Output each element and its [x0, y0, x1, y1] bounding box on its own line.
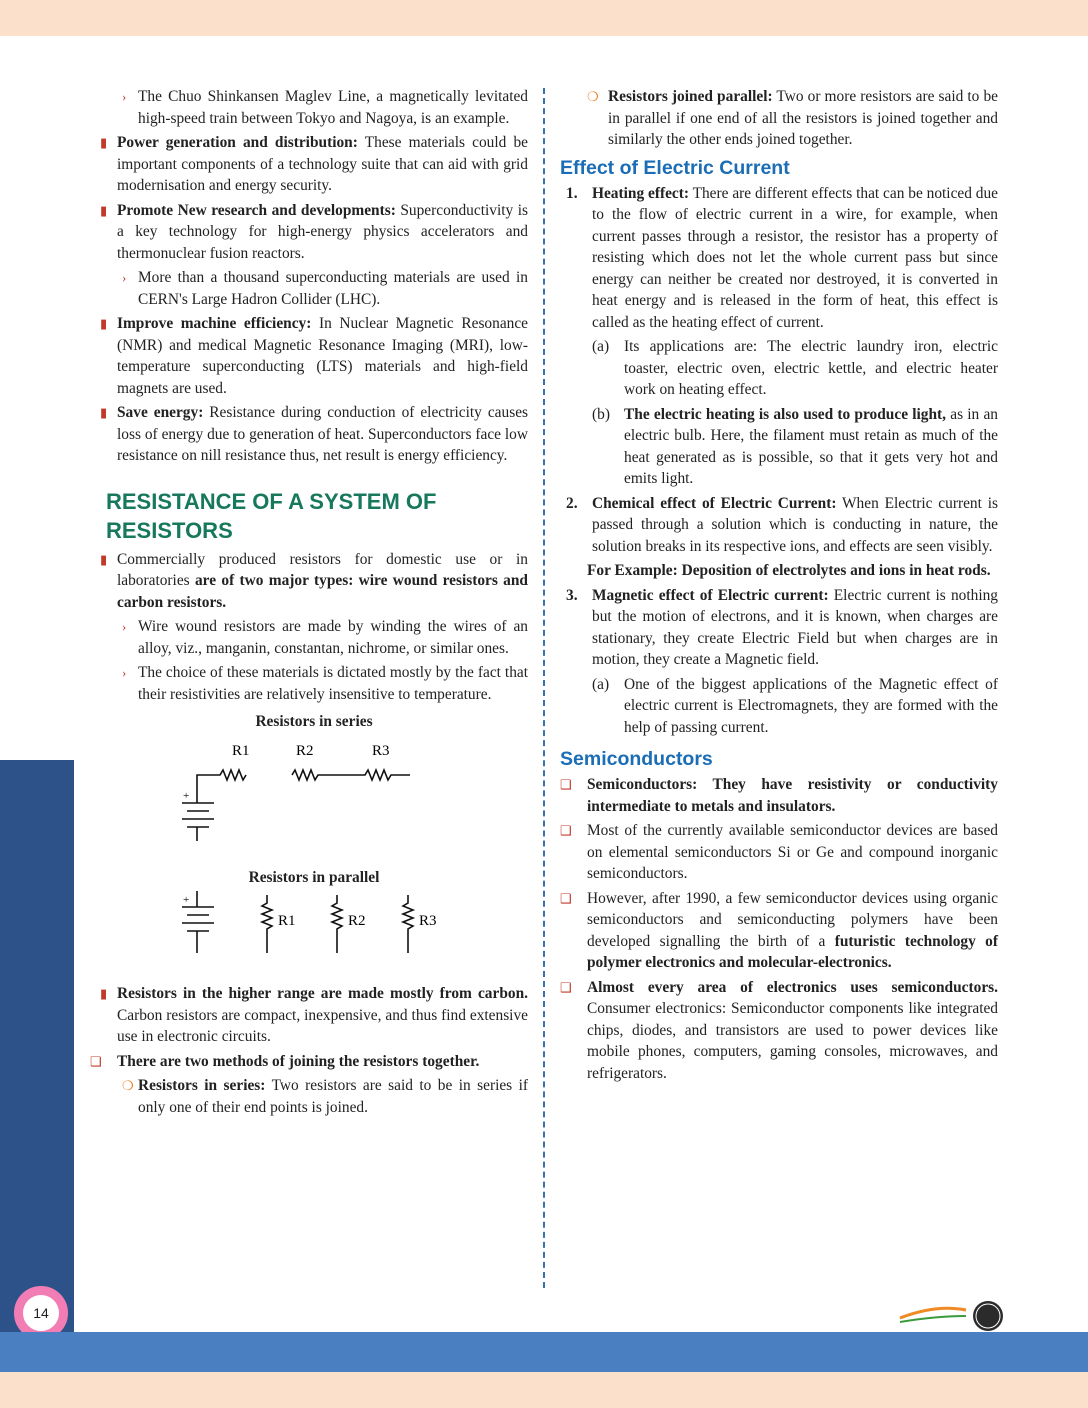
plus-sign: +: [183, 893, 190, 906]
chevron-bullet-icon: ›: [122, 665, 127, 680]
r1-label: R1: [278, 912, 296, 929]
resistor-r3: [403, 895, 413, 953]
resistor-r1: [197, 770, 246, 795]
plus-sign: +: [183, 789, 190, 802]
top-band: [0, 0, 1088, 36]
text: Two resistors are said to be in series if only one of their end points is joined.: [138, 1077, 529, 1116]
text: Power generation and distribution:: [117, 134, 358, 151]
list-item: [560, 86, 998, 151]
r2-label: R2: [296, 742, 314, 759]
resistor-r2: [332, 895, 342, 953]
square-bullet-icon: ❑: [560, 777, 572, 792]
text: There are two methods of joining the resistors together.: [117, 1052, 480, 1070]
section-heading: Semiconductors: [560, 748, 713, 770]
r3-label: R3: [372, 742, 390, 759]
text: The choice of these materials is dictated mostly by the fact that their resistivities are relatively insensitive to temperature.: [138, 664, 528, 703]
list-item: [560, 674, 998, 739]
text: Semiconductors: They have resistivity or conductivity intermediate to metals and insulators.: [587, 776, 998, 815]
list-item: [100, 616, 528, 659]
text: Resistors joined parallel:: [608, 88, 773, 105]
list-item: [560, 493, 998, 558]
figure-caption-parallel: Resistors in parallel: [248, 869, 380, 886]
r3-label: R3: [419, 912, 437, 929]
right-column: [560, 86, 998, 1087]
square-bullet-icon: ▮: [100, 551, 108, 567]
r2-label: R2: [348, 912, 366, 929]
text: Electric current is nothing but the motion of electrons, and it is known, when charges are stationary, they create Electric Field but when charges are in motion, they create a Magnetic field.: [592, 586, 998, 668]
text: are of two major types: wire wound resistors and carbon resistors.: [117, 572, 528, 611]
list-item: [560, 820, 998, 885]
list-item: [100, 200, 528, 265]
text: Chemical effect of Electric Current:: [592, 494, 837, 512]
list-item: [560, 585, 998, 671]
column-divider: [543, 88, 545, 1288]
list-item: [100, 313, 528, 399]
r1-label: R1: [232, 742, 250, 759]
list-item: [100, 983, 528, 1048]
text: However, after 1990, a few semiconductor devices using organic semiconductors and semiconducting polymers have been developed signalling the birth of a: [587, 889, 998, 950]
text: The Chuo Shinkansen Maglev Line, a magnetically levitated high-speed train between Tokyo and Nagoya, is an example.: [138, 88, 528, 127]
text: Heating effect:: [592, 184, 690, 202]
list-item: [100, 267, 528, 310]
text: One of the biggest applications of the Magnetic effect of electric current is Electromagnets, they are formed with the help of passing current.: [624, 675, 998, 736]
text: futuristic technology of polymer electronics and molecular-electronics.: [587, 932, 998, 971]
text: More than a thousand superconducting materials are used in CERN's Large Hadron Collider (LHC).: [138, 269, 528, 308]
chevron-bullet-icon: ›: [122, 619, 127, 634]
list-item: [100, 662, 528, 705]
text: Wire wound resistors are made by winding the wires of an alloy, viz., manganin, constantan, nichrome, or similar ones.: [138, 618, 528, 657]
section-heading: RESISTANCE OF A SYSTEM OF RESISTORS: [106, 488, 437, 543]
text: When Electric current is passed through a solution which is conducting in nature, the solution breaks in its respective ions, and effects are seen visibly.: [592, 494, 998, 555]
text: Resistors in series:: [138, 1077, 266, 1094]
list-item: [560, 404, 998, 490]
text: Most of the currently available semiconductor devices are based on elemental semiconductors Si or Ge and compound inorganic semiconductors.: [587, 822, 998, 882]
text: Improve machine efficiency:: [117, 315, 312, 332]
text: The electric heating is also used to produce light,: [624, 405, 947, 423]
list-letter: (a): [592, 675, 610, 693]
square-bullet-icon: ❑: [90, 1053, 102, 1069]
list-item: [100, 132, 528, 197]
footer-band-peach: [0, 1372, 1088, 1408]
list-item: [560, 888, 998, 974]
list-item: [100, 402, 528, 467]
circle-bullet-icon: ❍: [122, 1078, 134, 1093]
list-item: [560, 336, 998, 401]
square-bullet-icon: ▮: [100, 405, 108, 420]
square-bullet-icon: ❑: [560, 890, 572, 906]
text: Superconductivity is a key technology for high-energy physics accelerators and thermonuclear fusion reactors.: [117, 201, 528, 262]
text: Magnetic effect of Electric current:: [592, 586, 829, 604]
text: Almost every area of electronics uses semiconductors.: [587, 978, 998, 996]
upsc-wallah-logo: [896, 1294, 1006, 1336]
list-item: [100, 549, 528, 614]
chevron-bullet-icon: ›: [122, 270, 127, 285]
list-letter: (b): [592, 405, 610, 423]
list-number: 1.: [566, 184, 578, 202]
series-circuit-diagram: [100, 733, 528, 843]
square-bullet-icon: ❑: [560, 979, 572, 995]
square-bullet-icon: ❑: [560, 823, 572, 838]
circle-bullet-icon: ❍: [587, 89, 599, 104]
resistor-r1: [262, 895, 272, 953]
example-text: [560, 560, 998, 582]
text: Two or more resistors are said to be in parallel if one end of all the resistors is joined together and similarly the other ends joined together.: [608, 88, 998, 148]
text: Carbon resistors are compact, inexpensive, and thus find extensive use in electronic circuits.: [117, 1006, 528, 1045]
section-heading: Effect of Electric Current: [560, 156, 790, 179]
text: as in an electric bulb. Here, the filament must retain as much of the heat generated as is possible, so that it gets very hot and emits light.: [624, 405, 999, 487]
text: Commercially produced resistors for domestic use or in laboratories: [117, 550, 528, 589]
text: There are different effects that can be noticed due to the flow of electric current in a wire, for example, when current passes through a resistor, the resistor has a property of resisting which does not let the whole current pass but since energy can neither be created nor destroyed, it is converted in heat energy and is released in the form of heat, this effect is called as the heating effect of current.: [592, 184, 998, 331]
figure-caption-series: Resistors in series: [255, 713, 373, 730]
side-band: [0, 760, 74, 1332]
text: These materials could be important components of a technology suite that can aid with grid modernisation and energy security.: [117, 134, 528, 194]
text: Consumer electronics: Semiconductor components like integrated chips, diodes, and transistors are used to power devices like mobile phones, computers, gaming consoles, microwaves, and refrigerators.: [587, 1000, 998, 1082]
square-bullet-icon: ▮: [100, 135, 108, 150]
chevron-bullet-icon: ›: [122, 89, 127, 104]
list-number: 2.: [566, 494, 578, 512]
text: Save energy:: [117, 404, 204, 421]
list-number: 3.: [566, 586, 578, 604]
list-item: [100, 1075, 528, 1118]
list-item: [90, 1051, 528, 1073]
parallel-circuit-diagram: [100, 889, 528, 963]
text: Resistance during conduction of electricity causes loss of energy due to generation of heat. Superconductors face low resistance on nill resistance thus, net result is energy efficiency.: [117, 404, 529, 464]
list-letter: (a): [592, 338, 610, 355]
square-bullet-icon: ▮: [100, 986, 108, 1001]
list-item: [560, 183, 998, 334]
list-item: [560, 774, 998, 817]
text: Promote New research and developments:: [117, 201, 396, 219]
square-bullet-icon: ▮: [100, 202, 108, 218]
list-item: [560, 977, 998, 1085]
page-number-text: 14: [33, 1305, 49, 1321]
square-bullet-icon: ▮: [100, 316, 108, 331]
footer-band: [0, 1332, 1088, 1372]
text: For Example: Deposition of electrolytes and ions in heat rods.: [587, 562, 991, 579]
list-item: [100, 86, 528, 129]
text: In Nuclear Magnetic Resonance (NMR) and medical Magnetic Resonance Imaging (MRI), low-temperature superconducting (LTS) materials and high-field magnets are used.: [117, 315, 529, 397]
text: Resistors in the higher range are made mostly from carbon.: [117, 985, 528, 1002]
left-column: [90, 86, 529, 1121]
resistor-r2-r3: [292, 770, 410, 780]
text: Its applications are: The electric laundry iron, electric toaster, electric oven, electric kettle, and electric heater work on heating effect.: [624, 338, 998, 398]
